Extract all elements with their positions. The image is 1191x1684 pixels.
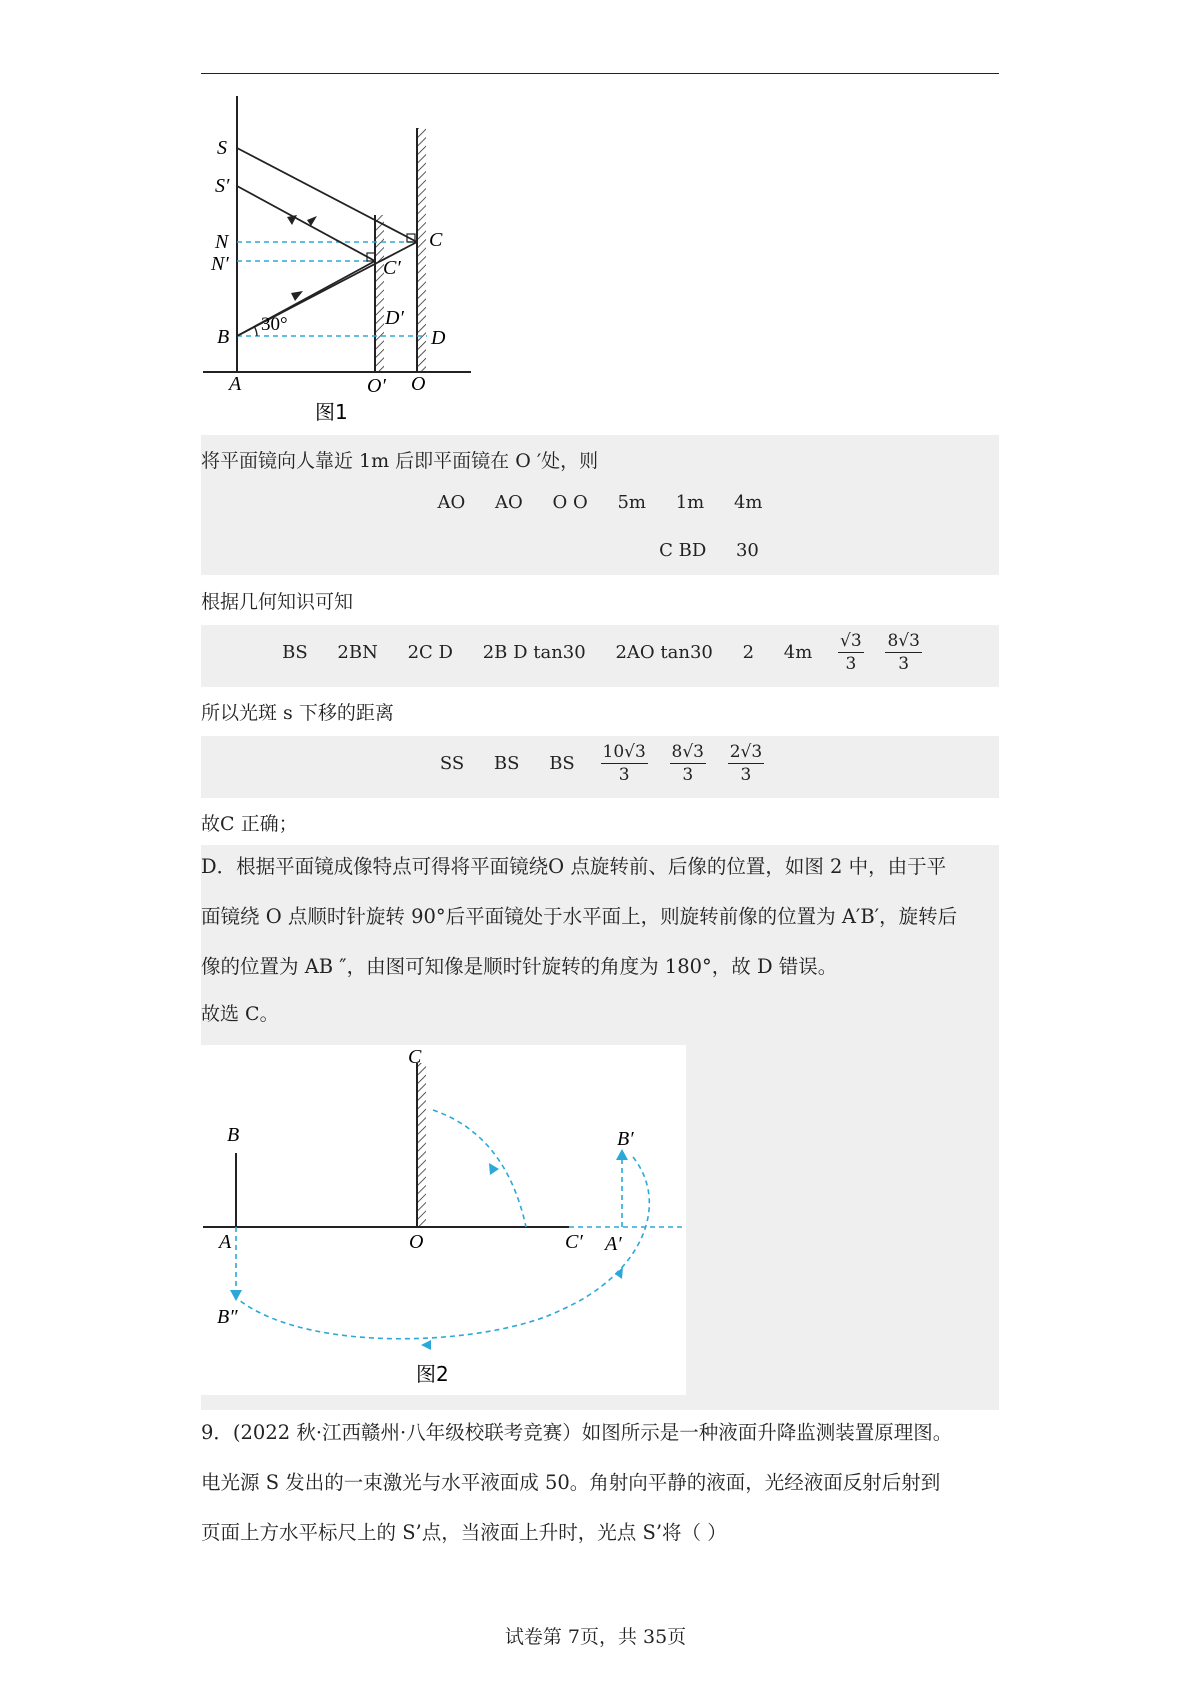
label-b: B (217, 326, 230, 348)
label-c-prime: C′ (383, 257, 401, 279)
eq-term: 4m (733, 492, 763, 513)
label-o: O (409, 1231, 424, 1253)
label-c-prime: C′ (565, 1231, 583, 1253)
mirror-rotation-arc (433, 1110, 526, 1227)
fraction-numerator: 10√3 (602, 742, 646, 762)
rotation-arrow (489, 1163, 499, 1175)
figure-1-caption: 图1 (315, 400, 348, 424)
text-geometry: 根据几何知识可知 (201, 591, 354, 613)
image-rotation-arc (239, 1157, 649, 1339)
figure-2 (201, 1045, 686, 1395)
eq-term: SS (439, 752, 465, 774)
fraction-denominator: 3 (740, 765, 752, 785)
block3-equation (201, 741, 999, 786)
paragraph-d-line2: 面镜绕 O 点顺时针旋转 90°后平面镜处于水平面上，则旋转前像的位置为 A′B′，旋转后 (201, 905, 958, 928)
top-rule (201, 73, 999, 74)
eq-term: O O (552, 492, 588, 513)
paragraph-d-line3: 像的位置为 AB ″，由图可知像是顺时针旋转的角度为 180°，故 D 错误。 (201, 955, 838, 978)
mirror-o-prime-hatch (375, 215, 384, 372)
eq-term: AO (437, 492, 466, 513)
arc-arrow-2 (421, 1340, 431, 1350)
fraction-numerator: 8√3 (887, 631, 920, 651)
ray-c-s (237, 148, 417, 242)
fraction-denominator: 3 (618, 765, 630, 785)
label-c: C (429, 229, 443, 251)
label-o: O (411, 373, 426, 395)
label-b-prime: B′ (617, 1128, 634, 1150)
fraction-numerator: 8√3 (671, 742, 704, 762)
fraction (885, 630, 921, 675)
eq-term: BS (493, 752, 520, 774)
eq-term: BS (549, 752, 575, 774)
image-arrow-up (616, 1149, 628, 1160)
eq-term: 2 (742, 641, 755, 663)
text-c-correct: 故C 正确； (201, 813, 298, 835)
question-9 (201, 1408, 999, 1558)
label-a: A (219, 1231, 232, 1253)
eq-term: 2C D (407, 641, 453, 663)
fraction (838, 630, 864, 675)
fraction-numerator: 2√3 (729, 742, 763, 762)
text-choose: 故选 C。 (201, 1003, 279, 1025)
eq-term: 2B D tan30 (482, 641, 586, 663)
label-b: B (227, 1124, 240, 1146)
label-b-double-prime: B″ (217, 1306, 238, 1328)
eq-term: 2BN (337, 641, 378, 663)
block1-line2 (201, 492, 999, 513)
label-a-prime: A′ (605, 1233, 622, 1255)
label-s-prime: S′ (215, 175, 230, 197)
question-9-line3: 页面上方水平标尺上的 S’点，当液面上升时，光点 S’将（ ） (201, 1521, 727, 1544)
page-footer: 试卷第 7页，共 35页 (504, 1626, 687, 1648)
label-a: A (229, 373, 242, 395)
fraction (728, 741, 764, 786)
angle-arc (254, 326, 257, 336)
ray-b-c-prime (237, 261, 375, 336)
block2-equation (201, 630, 999, 675)
ray-c-prime-s-prime (237, 186, 375, 261)
label-c: C (408, 1046, 422, 1068)
label-angle: 30° (261, 314, 288, 335)
question-9-line2: 电光源 S 发出的一束激光与水平液面成 50。角射向平静的液面，光经液面反射后射到 (201, 1471, 941, 1494)
label-d: D (431, 327, 446, 349)
arrow-up-1 (291, 291, 303, 301)
paragraph-d-line1: D．根据平面镜成像特点可得将平面镜绕O 点旋转前、后像的位置，如图 2 中，由于平 (201, 855, 947, 878)
figure-1 (195, 88, 485, 428)
eq-term: AO (494, 492, 523, 513)
label-n: N (215, 231, 229, 253)
eq-term: C BD (659, 540, 707, 561)
block1-line3 (310, 540, 1108, 561)
eq-term: 5m (617, 492, 646, 513)
label-s: S (217, 137, 227, 159)
fraction-denominator: 3 (682, 765, 694, 785)
label-o-prime: O′ (367, 375, 386, 397)
paragraph-d (201, 842, 999, 992)
eq-term: 30 (735, 540, 759, 561)
eq-term: 1m (675, 492, 705, 513)
label-d-prime: D′ (385, 307, 404, 329)
fraction-denominator: 3 (898, 654, 910, 674)
eq-term: BS (282, 641, 308, 663)
eq-term: 2AO tan30 (615, 641, 713, 663)
image-arrow-down (230, 1290, 242, 1301)
fraction-numerator: √3 (840, 631, 862, 651)
text-move: 所以光斑 s 下移的距离 (201, 702, 394, 724)
mirror-oc-hatch (417, 1063, 426, 1227)
fraction-denominator: 3 (845, 654, 857, 674)
arc-arrow-1 (615, 1267, 623, 1279)
fraction (601, 741, 648, 786)
block1-line1: 将平面镜向人靠近 1m 后即平面镜在 O ′处，则 (201, 450, 599, 472)
figure-2-caption: 图2 (416, 1362, 449, 1386)
eq-term: 4m (783, 641, 813, 663)
arrow-left-2 (287, 215, 297, 225)
fraction (670, 741, 706, 786)
label-n-prime: N′ (211, 253, 229, 275)
question-9-line1: 9．(2022 秋·江西赣州·八年级校联考竞赛）如图所示是一种液面升降监测装置原理图。 (201, 1421, 953, 1444)
